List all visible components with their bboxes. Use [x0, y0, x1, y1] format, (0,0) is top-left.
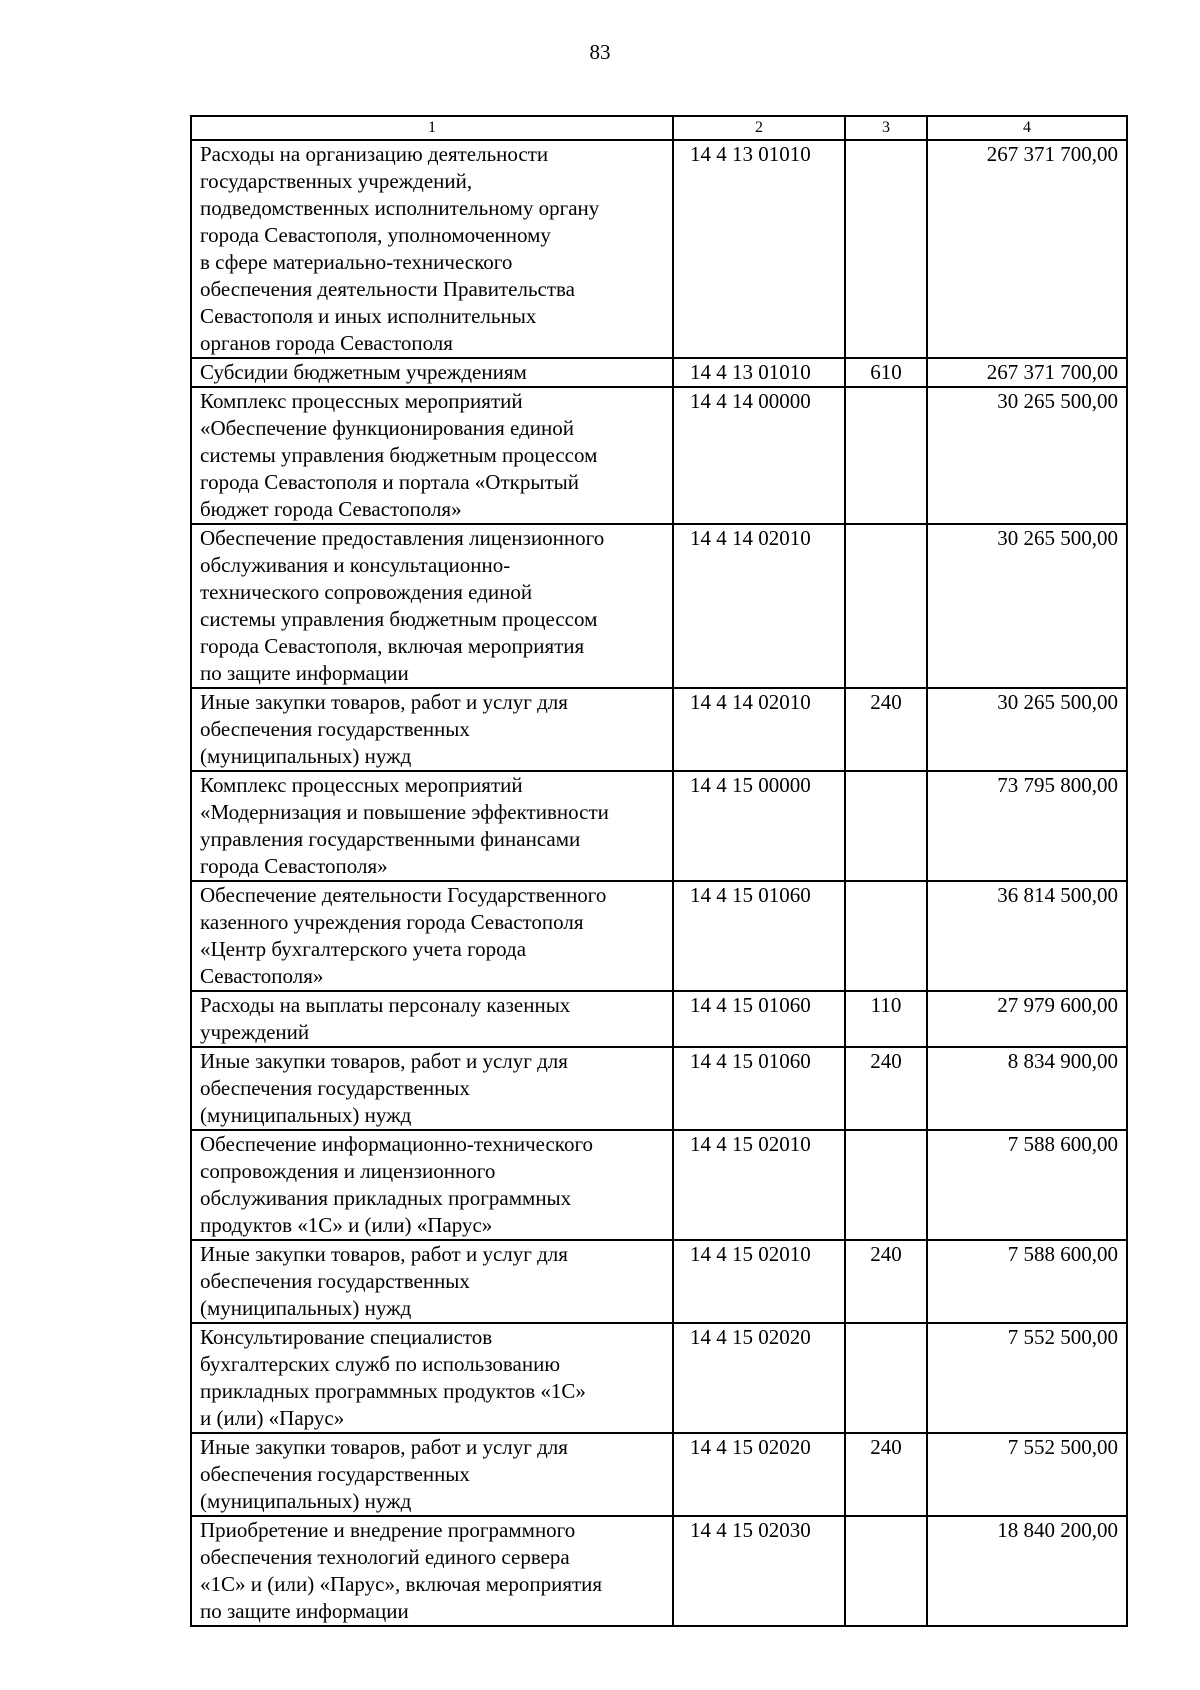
- row-type-cell: [845, 881, 927, 991]
- table-row: [191, 1047, 1127, 1130]
- row-type-cell: [845, 771, 927, 881]
- table-row: [191, 688, 1127, 771]
- row-name-cell: Расходы на выплаты персоналу казенных учреждений: [191, 991, 673, 1047]
- row-name-cell: Иные закупки товаров, работ и услуг для обеспечения государственных (муниципальных) нужд: [191, 1433, 673, 1516]
- row-type-cell: [845, 1516, 927, 1626]
- row-amount-cell: 73 795 800,00: [927, 771, 1127, 881]
- budget-table-container: [190, 115, 1128, 1627]
- row-amount-cell: 8 834 900,00: [927, 1047, 1127, 1130]
- row-name-cell: Консультирование специалистов бухгалтерских служб по использованию прикладных программных продуктов «1С» и (или) «Парус»: [191, 1323, 673, 1433]
- table-row: [191, 358, 1127, 387]
- row-type-cell: 610: [845, 358, 927, 387]
- row-amount-cell: 267 371 700,00: [927, 140, 1127, 358]
- row-amount-cell: 30 265 500,00: [927, 387, 1127, 524]
- row-name-cell: Иные закупки товаров, работ и услуг для обеспечения государственных (муниципальных) нужд: [191, 1047, 673, 1130]
- row-code-cell: 14 4 15 02030: [673, 1516, 845, 1626]
- row-name-cell: Иные закупки товаров, работ и услуг для обеспечения государственных (муниципальных) нужд: [191, 1240, 673, 1323]
- row-name-cell: Комплекс процессных мероприятий «Обеспечение функционирования единой системы управления бюджетным процессом города Севастополя и портала «Открытый бюджет города Севастополя»: [191, 387, 673, 524]
- row-code-cell: 14 4 15 02020: [673, 1323, 845, 1433]
- row-type-cell: 110: [845, 991, 927, 1047]
- row-name-cell: Обеспечение предоставления лицензионного обслуживания и консультационно- технического сопровождения единой системы управления бюджетным процессом города Севастополя, включая мероприятия по защите информации: [191, 524, 673, 688]
- row-type-cell: [845, 1130, 927, 1240]
- table-row: [191, 881, 1127, 991]
- row-amount-cell: 18 840 200,00: [927, 1516, 1127, 1626]
- row-code-cell: 14 4 14 02010: [673, 688, 845, 771]
- row-name-cell: Комплекс процессных мероприятий «Модернизация и повышение эффективности управления государственными финансами города Севастополя»: [191, 771, 673, 881]
- row-code-cell: 14 4 15 00000: [673, 771, 845, 881]
- table-row: [191, 1516, 1127, 1626]
- table-row: [191, 387, 1127, 524]
- header-row: [191, 116, 1127, 140]
- row-type-cell: [845, 1323, 927, 1433]
- row-name-cell: Обеспечение информационно-технического сопровождения и лицензионного обслуживания прикладных программных продуктов «1С» и (или) «Парус»: [191, 1130, 673, 1240]
- column-header-type: 3: [845, 116, 927, 140]
- row-amount-cell: 267 371 700,00: [927, 358, 1127, 387]
- row-type-cell: [845, 524, 927, 688]
- row-amount-cell: 7 588 600,00: [927, 1240, 1127, 1323]
- row-code-cell: 14 4 13 01010: [673, 358, 845, 387]
- row-name-cell: Обеспечение деятельности Государственного казенного учреждения города Севастополя «Центр бухгалтерского учета города Севастополя»: [191, 881, 673, 991]
- table-row: [191, 1130, 1127, 1240]
- table-header: [191, 116, 1127, 140]
- row-code-cell: 14 4 14 02010: [673, 524, 845, 688]
- column-header-name: 1: [191, 116, 673, 140]
- row-amount-cell: 30 265 500,00: [927, 524, 1127, 688]
- row-code-cell: 14 4 15 01060: [673, 881, 845, 991]
- row-code-cell: 14 4 15 02010: [673, 1130, 845, 1240]
- row-type-cell: [845, 140, 927, 358]
- row-code-cell: 14 4 15 02010: [673, 1240, 845, 1323]
- row-code-cell: 14 4 13 01010: [673, 140, 845, 358]
- row-amount-cell: 7 552 500,00: [927, 1433, 1127, 1516]
- table-row: [191, 140, 1127, 358]
- row-type-cell: 240: [845, 1433, 927, 1516]
- row-code-cell: 14 4 14 00000: [673, 387, 845, 524]
- row-type-cell: 240: [845, 1047, 927, 1130]
- row-name-cell: Приобретение и внедрение программного обеспечения технологий единого сервера «1С» и (или) «Парус», включая мероприятия по защите информации: [191, 1516, 673, 1626]
- row-type-cell: [845, 387, 927, 524]
- row-type-cell: 240: [845, 1240, 927, 1323]
- row-amount-cell: 27 979 600,00: [927, 991, 1127, 1047]
- table-row: [191, 1240, 1127, 1323]
- row-amount-cell: 30 265 500,00: [927, 688, 1127, 771]
- row-code-cell: 14 4 15 01060: [673, 991, 845, 1047]
- row-type-cell: 240: [845, 688, 927, 771]
- table-row: [191, 991, 1127, 1047]
- table-body: [191, 140, 1127, 1626]
- table-row: [191, 1433, 1127, 1516]
- row-amount-cell: 7 588 600,00: [927, 1130, 1127, 1240]
- row-name-cell: Расходы на организацию деятельности государственных учреждений, подведомственных исполнительному органу города Севастополя, уполномоченному в сфере материально-технического обеспечения деятельности Правительства Севастополя и иных исполнительных органов города Севастополя: [191, 140, 673, 358]
- row-amount-cell: 7 552 500,00: [927, 1323, 1127, 1433]
- column-header-code: 2: [673, 116, 845, 140]
- table-row: [191, 1323, 1127, 1433]
- budget-table: [190, 115, 1128, 1627]
- row-code-cell: 14 4 15 01060: [673, 1047, 845, 1130]
- row-amount-cell: 36 814 500,00: [927, 881, 1127, 991]
- table-row: [191, 524, 1127, 688]
- row-name-cell: Субсидии бюджетным учреждениям: [191, 358, 673, 387]
- column-header-amount: 4: [927, 116, 1127, 140]
- row-code-cell: 14 4 15 02020: [673, 1433, 845, 1516]
- page-number: 83: [589, 40, 611, 64]
- table-row: [191, 771, 1127, 881]
- row-name-cell: Иные закупки товаров, работ и услуг для обеспечения государственных (муниципальных) нужд: [191, 688, 673, 771]
